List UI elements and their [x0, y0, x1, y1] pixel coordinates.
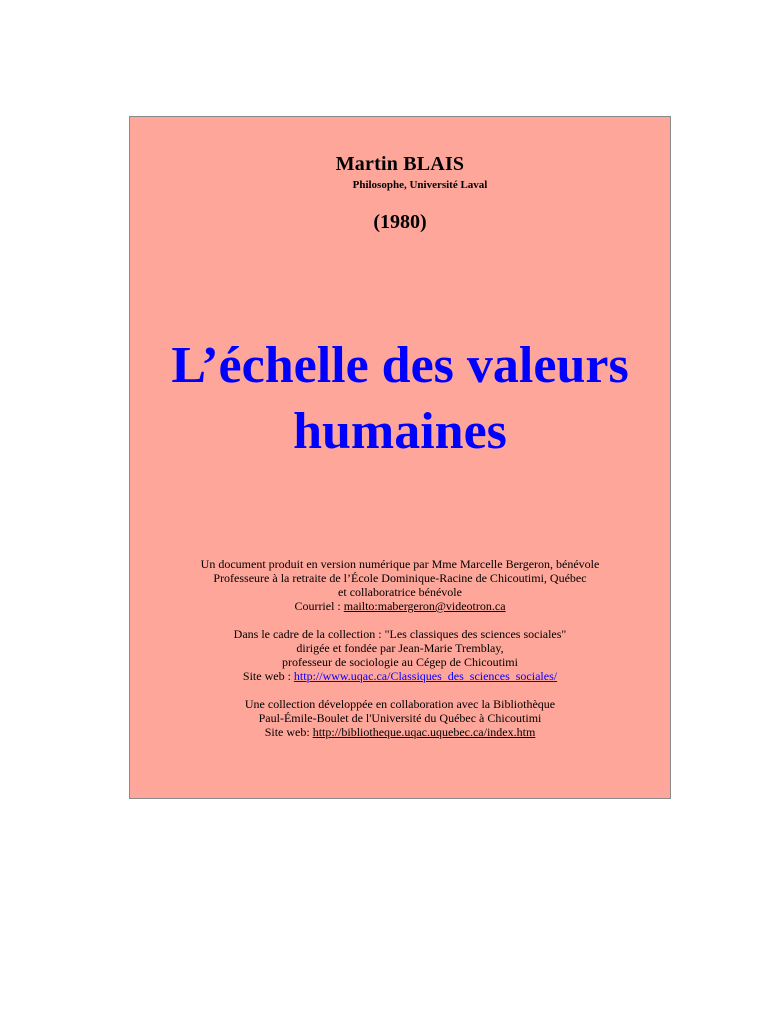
title-line-2: humaines: [293, 403, 507, 460]
document-title: [130, 333, 670, 465]
credit-line: Professeure à la retraite de l’École Dominique-Racine de Chicoutimi, Québec: [213, 571, 587, 585]
website-link-bibliotheque[interactable]: http://bibliotheque.uqac.uquebec.ca/index.htm: [312, 725, 536, 739]
website-line: [130, 669, 670, 683]
credits-section: [130, 557, 670, 753]
publication-year: (1980): [373, 211, 427, 233]
author-name: Martin BLAIS: [335, 153, 465, 175]
author-affiliation: Philosophe, Université Laval: [352, 179, 488, 191]
credit-line: Une collection développée en collaboration avec la Bibliothèque: [244, 697, 556, 711]
credit-line: professeur de sociologie au Cégep de Chicoutimi: [282, 655, 518, 669]
collection-credits: [130, 627, 670, 683]
credit-line: Paul-Émile-Boulet de l'Université du Québec à Chicoutimi: [258, 711, 542, 725]
library-credits: [130, 697, 670, 739]
cover-page: [129, 116, 671, 799]
email-line: [130, 599, 670, 613]
email-link[interactable]: mailto:mabergeron@videotron.ca: [343, 599, 506, 613]
credit-line: dirigée et fondée par Jean-Marie Tremblay,: [296, 641, 504, 655]
title-line-1: L’échelle des valeurs: [171, 337, 629, 394]
email-label: Courriel :: [294, 599, 344, 613]
credit-line: Un document produit en version numérique par Mme Marcelle Bergeron, bénévole: [200, 557, 600, 571]
credit-line: Dans le cadre de la collection : "Les classiques des sciences sociales": [233, 627, 567, 641]
website-label: Site web :: [242, 669, 294, 683]
credit-line: et collaboratrice bénévole: [338, 585, 462, 599]
website-line: [130, 725, 670, 739]
digitization-credits: [130, 557, 670, 613]
website-label: Site web:: [264, 725, 313, 739]
website-link-classiques[interactable]: http://www.uqac.ca/Classiques_des_sciences_sociales/: [293, 669, 558, 683]
